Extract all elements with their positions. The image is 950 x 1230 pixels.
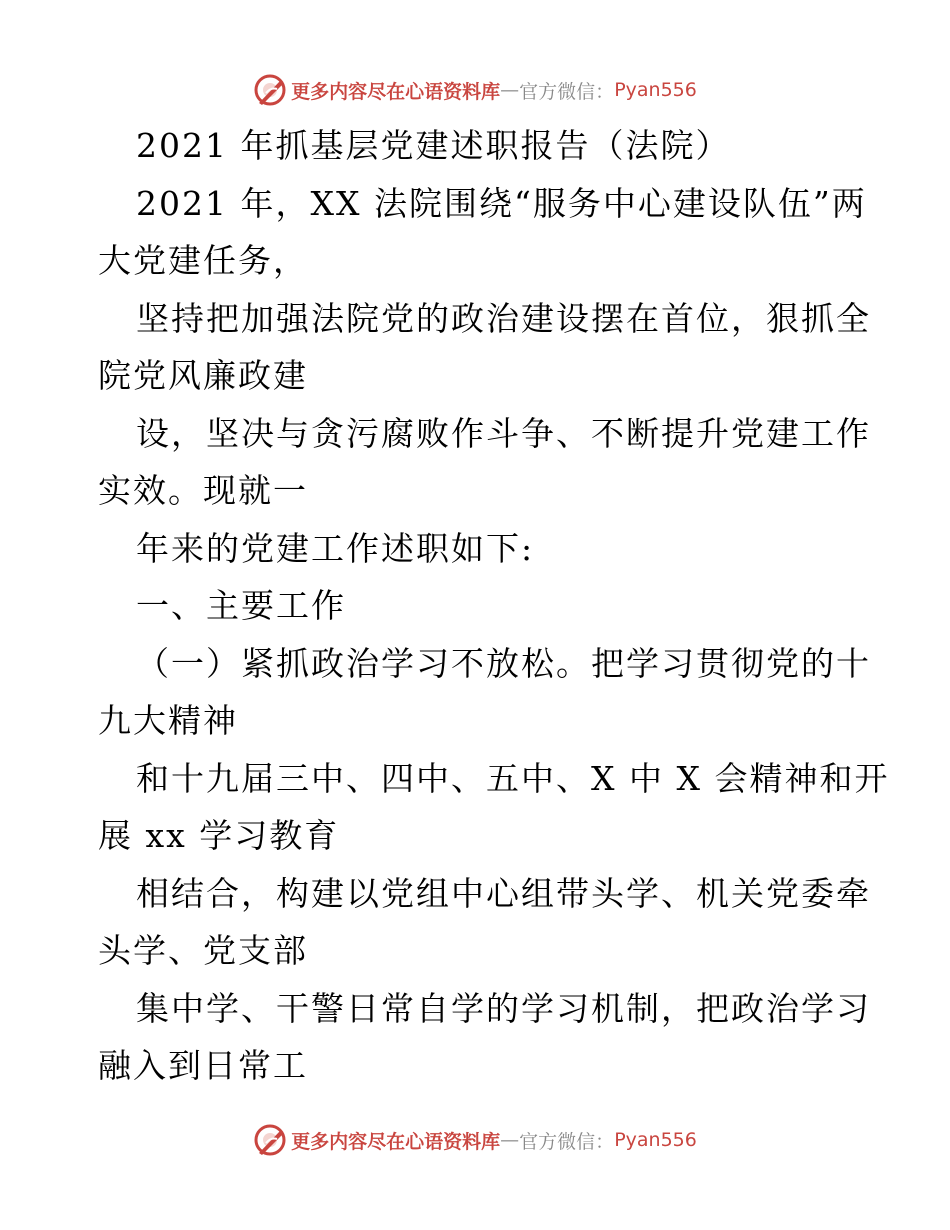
text-line: 年来的党建工作述职如下: bbox=[136, 528, 535, 568]
text-line: 实效。现就一 bbox=[98, 471, 308, 510]
watermark-brand: 更多内容尽在心语资料库 bbox=[291, 1130, 501, 1153]
document-title: 2021 年抓基层党建述职报告（法院） bbox=[136, 126, 731, 165]
watermark-dash: — bbox=[500, 79, 520, 101]
text-line: 相结合，构建以党组中心组带头学、机关党委牵 bbox=[136, 873, 871, 913]
text-line: 头学、党支部 bbox=[98, 931, 308, 970]
text-line: 和十九届三中、四中、五中、X 中 X 会精神和开 bbox=[136, 758, 890, 798]
text-line: 集中学、干警日常自学的学习机制，把政治学习 bbox=[136, 988, 871, 1028]
text-line: 一、主要工作 bbox=[136, 586, 346, 625]
watermark-label: 官方微信： bbox=[519, 80, 615, 103]
document-body bbox=[98, 117, 890, 1095]
watermark-brand: 更多内容尽在心语资料库 bbox=[291, 80, 501, 103]
text-line: 融入到日常工 bbox=[98, 1046, 308, 1085]
text-line: 大党建任务， bbox=[98, 241, 308, 280]
watermark-label: 官方微信： bbox=[519, 1130, 615, 1153]
text-line: 设，坚决与贪污腐败作斗争、不断提升党建工作 bbox=[136, 413, 871, 453]
watermark-dash: — bbox=[500, 1129, 520, 1151]
text-line: （一）紧抓政治学习不放松。把学习贯彻党的十 bbox=[136, 643, 871, 683]
brand-logo-icon bbox=[253, 73, 287, 107]
brand-logo-icon bbox=[253, 1123, 287, 1157]
watermark-wechat-id: Pyan556 bbox=[614, 1129, 697, 1151]
text-line: 2021 年，XX 法院围绕“服务中心建设队伍”两 bbox=[136, 183, 867, 223]
text-line: 院党风廉政建 bbox=[98, 356, 308, 395]
text-line: 坚持把加强法院党的政治建设摆在首位，狠抓全 bbox=[136, 298, 871, 338]
footer-watermark bbox=[0, 1120, 950, 1160]
text-line: 九大精神 bbox=[98, 701, 238, 740]
watermark-wechat-id: Pyan556 bbox=[614, 79, 697, 101]
text-line: 展 xx 学习教育 bbox=[98, 816, 340, 855]
header-watermark bbox=[0, 70, 950, 110]
